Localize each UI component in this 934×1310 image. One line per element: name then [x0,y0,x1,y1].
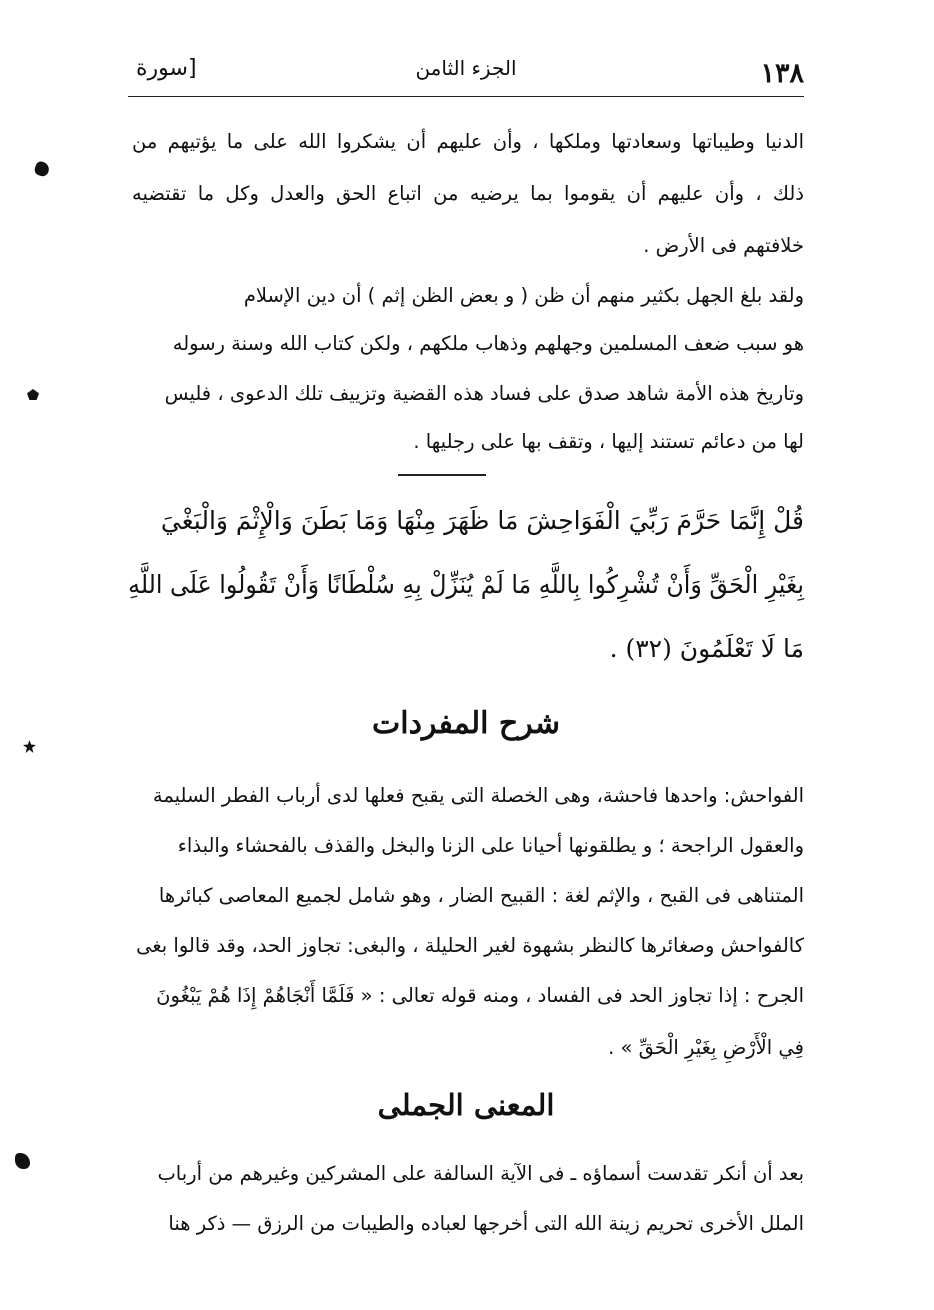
vocab-line-6: فِي الْأَرْضِ بِغَيْرِ الْحَقِّ » . [608,1036,804,1059]
verse-line-1: قُلْ إِنَّمَا حَرَّمَ رَبِّيَ الْفَوَاحِشَ مَا ظَهَرَ مِنْهَا وَمَا بَطَنَ وَالْإِثْمَ وَالْبَغْيَ [160,506,804,535]
section-divider [398,474,486,476]
vocab-line-4: كالفواحش وصغائرها كالنظر بشهوة لغير الحليلة ، والبغى: تجاوز الحد، وقد قالوا بغى [136,934,804,957]
vocab-line-5: الجرح : إذا تجاوز الحد فى الفساد ، ومنه قوله تعالى : « فَلَمَّا أَنْجَاهُمْ إِذَا هُمْ يَبْغُونَ [156,984,804,1007]
heading-vocabulary: شرح المفردات [372,706,560,741]
meaning-line-1: بعد أن أنكر تقدست أسماؤه ـ فى الآية السالفة على المشركين وغيرهم من أرباب [157,1162,804,1185]
paragraph-2-line-4: لها من دعائم تستند إليها ، وتقف بها على رجليها . [413,430,804,453]
paragraph-2-line-3: وتاريخ هذه الأمة شاهد صدق على فساد هذه القضية وتزييف تلك الدعوى ، فليس [164,382,804,405]
verse-line-3: مَا لَا تَعْلَمُونَ (٣٢) . [609,634,804,663]
scan-speck [15,1153,30,1169]
header-rule [128,96,804,97]
surah-label: [سورة [136,56,197,81]
paragraph-2-line-1: ولقد بلغ الجهل بكثير منهم أن ظن ( و بعض الظن إثم ) أن دين الإسلام [243,284,804,307]
paragraph-1-line-1: الدنيا وطيباتها وسعادتها وملكها ، وأن عليهم أن يشكروا الله على ما يؤتيهم من [132,130,804,153]
vocab-line-3: المتناهى فى القبح ، والإثم لغة : القبيح الضار ، وهو شامل لجميع المعاصى كبائرها [158,884,804,907]
page-number: ١٣٨ [760,58,804,89]
running-title: الجزء الثامن [415,56,517,80]
heading-general-meaning: المعنى الجملى [377,1088,555,1122]
scan-speck [23,740,36,753]
paragraph-2-line-2: هو سبب ضعف المسلمين وجهلهم وذهاب ملكهم ، ولكن كتاب الله وسنة رسوله [172,332,804,355]
vocab-line-1: الفواحش: واحدها فاحشة، وهى الخصلة التى يقبح فعلها لدى أرباب الفطر السليمة [152,784,804,807]
verse-line-2: بِغَيْرِ الْحَقِّ وَأَنْ تُشْرِكُوا بِاللَّهِ مَا لَمْ يُنَزِّلْ بِهِ سُلْطَانًا وَأَنْ تَقُولُوا عَلَى اللَّهِ [128,570,804,599]
vocab-line-2: والعقول الراجحة ؛ و يطلقونها أحيانا على الزنا والبخل والقذف بالفحشاء والبذاء [177,834,804,857]
page-header [128,52,804,98]
scan-speck [27,389,39,400]
meaning-line-2: الملل الأخرى تحريم زينة الله التى أخرجها لعباده والطيبات من الرزق — ذكر هنا [168,1212,804,1235]
paragraph-1-line-2: ذلك ، وأن عليهم أن يقوموا بما يرضيه من اتباع الحق والعدل وكل ما تقتضيه [132,182,804,205]
paragraph-1-line-3: خلافتهم فى الأرض . [643,234,804,257]
scan-speck [33,160,51,178]
